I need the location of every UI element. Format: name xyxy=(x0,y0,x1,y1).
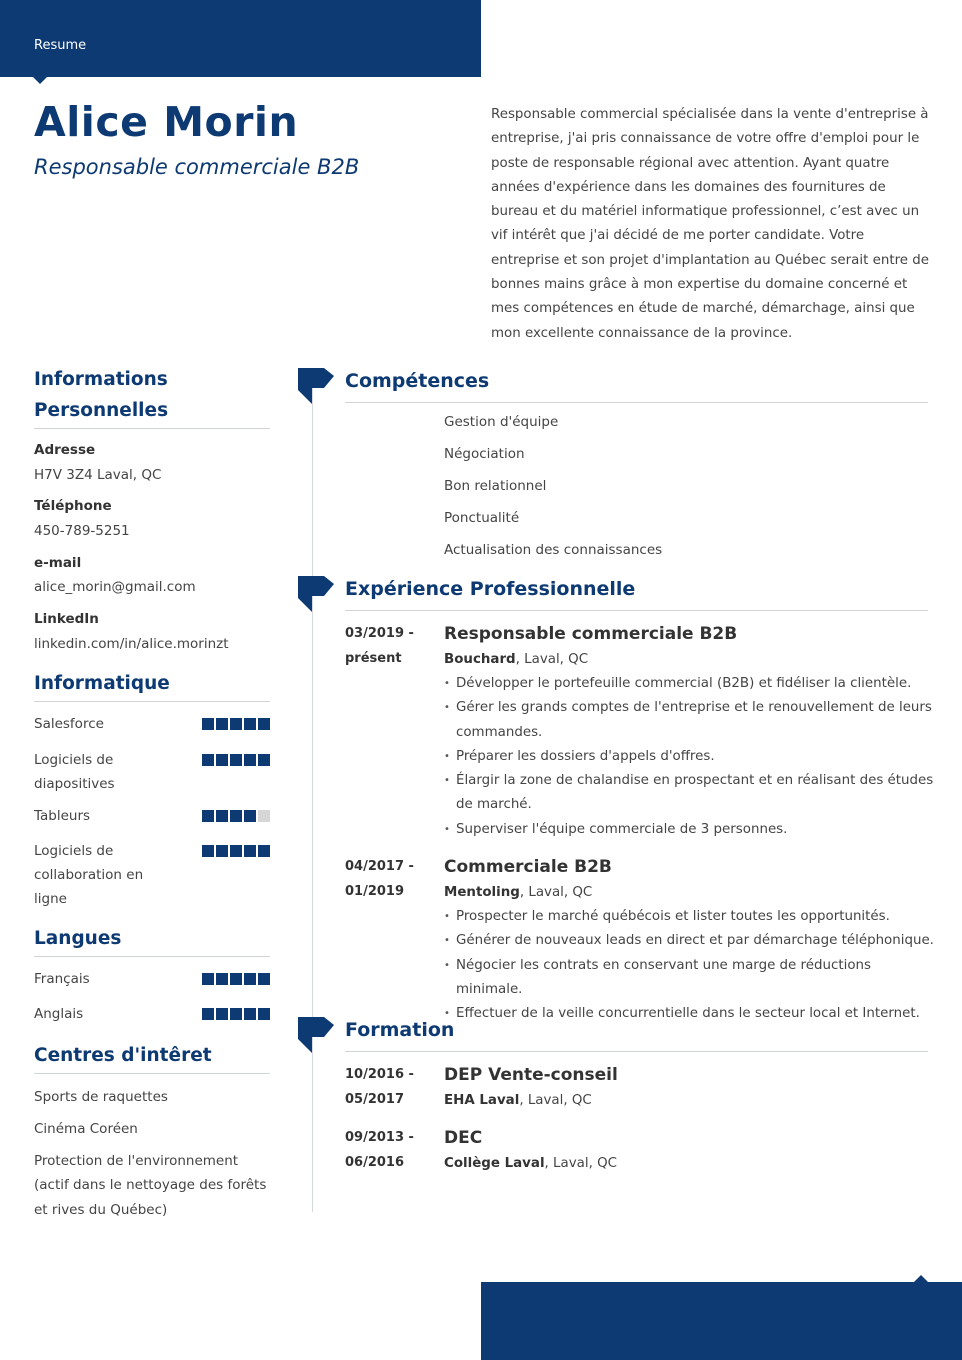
rating-dots xyxy=(202,810,270,822)
rating-dots xyxy=(202,718,270,730)
rating-dot-filled xyxy=(216,810,228,822)
email-label: e-mail xyxy=(34,555,82,571)
rating-dots xyxy=(202,845,270,857)
school xyxy=(444,1089,934,1113)
language-item xyxy=(34,1002,270,1026)
it-item xyxy=(34,712,270,736)
personal-info-title-line1: Informations xyxy=(34,369,168,390)
candidate-title: Responsable commerciale B2B xyxy=(34,155,360,179)
rating-dot-filled xyxy=(202,845,214,857)
rating-dot-filled xyxy=(202,810,214,822)
experience-section xyxy=(345,576,928,611)
job-date-end: 01/2019 xyxy=(345,883,405,899)
rating-dot-filled xyxy=(244,754,256,766)
rating-dot-filled xyxy=(230,973,242,985)
job-entry xyxy=(444,623,934,842)
rating-dot-filled xyxy=(216,754,228,766)
job-date xyxy=(345,855,435,904)
language-name: Anglais xyxy=(34,1006,84,1022)
skill-item: Négociation xyxy=(444,446,525,462)
band-notch xyxy=(33,77,47,84)
languages-section xyxy=(34,923,270,957)
skill-item: Ponctualité xyxy=(444,510,520,526)
job-bullet: • Développer le portefeuille commercial (B2B) et fidéliser la clientèle. xyxy=(444,672,934,696)
linkedin-label: LinkedIn xyxy=(34,611,99,627)
it-item-name: Logiciels de xyxy=(34,843,114,859)
education-date xyxy=(345,1063,435,1112)
rating-dot-filled xyxy=(244,973,256,985)
job-bullet: • Prospecter le marché québécois et lister toutes les opportunités. xyxy=(444,905,934,929)
job-bullet: • Élargir la zone de chalandise en prospectant et en réalisant des études de marché. xyxy=(444,769,934,818)
interest-item: Protection de l'environnement (actif dans le nettoyage des forêts et rives du Québec) xyxy=(34,1153,267,1218)
rating-dot-filled xyxy=(216,1008,228,1020)
section-divider xyxy=(34,701,270,702)
skill-item: Actualisation des connaissances xyxy=(444,542,663,558)
phone-label: Téléphone xyxy=(34,498,112,514)
rating-dot-filled xyxy=(244,810,256,822)
job-date xyxy=(345,622,435,671)
personal-info-title xyxy=(34,364,270,426)
rating-dot-filled xyxy=(258,754,270,766)
it-item xyxy=(34,804,270,828)
job-bullet: • Superviser l'équipe commerciale de 3 personnes. xyxy=(444,818,934,842)
job-bullet: • Préparer les dossiers d'appels d'offres. xyxy=(444,745,934,769)
rating-dots xyxy=(202,1008,270,1020)
rating-dots xyxy=(202,973,270,985)
school-name: Collège Laval xyxy=(444,1156,545,1171)
experience-title: Expérience Professionnelle xyxy=(345,578,636,600)
skill-item: Gestion d'équipe xyxy=(444,414,559,430)
job-title: Responsable commerciale B2B xyxy=(444,624,738,644)
education-date-end: 05/2017 xyxy=(345,1091,405,1107)
rating-dots xyxy=(202,754,270,766)
header-band xyxy=(0,0,481,77)
personal-info-title-line2: Personnelles xyxy=(34,400,169,421)
education-section xyxy=(345,1017,928,1052)
job-bullets xyxy=(444,905,934,1026)
section-divider xyxy=(34,428,270,429)
rating-dot-filled xyxy=(244,845,256,857)
school-name: EHA Laval xyxy=(444,1093,520,1108)
rating-dot-filled xyxy=(202,718,214,730)
rating-dot-filled xyxy=(258,973,270,985)
interests-title: Centres d'intêret xyxy=(34,1045,212,1066)
rating-dot-filled xyxy=(202,973,214,985)
rating-dot-empty xyxy=(258,810,270,822)
rating-dot-filled xyxy=(202,754,214,766)
language-name: Français xyxy=(34,971,90,987)
address-label: Adresse xyxy=(34,442,96,458)
language-item xyxy=(34,967,270,991)
it-item xyxy=(34,839,270,911)
rating-dot-filled xyxy=(230,845,242,857)
it-item-name-line2: collaboration en xyxy=(34,867,144,883)
rating-dot-filled xyxy=(244,718,256,730)
rating-dot-filled xyxy=(230,718,242,730)
job-date-end: présent xyxy=(345,650,402,666)
rating-dot-filled xyxy=(258,1008,270,1020)
education-date-start: 10/2016 - xyxy=(345,1067,414,1082)
it-item-name: Tableurs xyxy=(34,808,91,824)
it-item-name-line2: diapositives xyxy=(34,776,115,792)
job-bullet: • Générer de nouveaux leads en direct et par démarchage téléphonique. xyxy=(444,929,934,953)
interest-item: Sports de raquettes xyxy=(34,1089,168,1105)
rating-dot-filled xyxy=(230,1008,242,1020)
school-location: , Laval, QC xyxy=(544,1156,617,1171)
skill-item: Bon relationnel xyxy=(444,478,547,494)
rating-dot-filled xyxy=(202,1008,214,1020)
it-title: Informatique xyxy=(34,673,170,694)
company-location: , Laval, QC xyxy=(519,885,593,900)
education-date-end: 06/2016 xyxy=(345,1154,405,1170)
phone-value: 450-789-5251 xyxy=(34,523,130,539)
job-entry xyxy=(444,856,934,1026)
rating-dot-filled xyxy=(216,973,228,985)
education-entry xyxy=(444,1064,934,1113)
rating-dot-filled xyxy=(230,810,242,822)
rating-dot-filled xyxy=(244,1008,256,1020)
job-date-start: 04/2017 - xyxy=(345,859,414,874)
section-divider xyxy=(34,1073,270,1074)
band-label: Resume xyxy=(34,38,87,53)
company-name: Mentoling xyxy=(444,885,520,900)
company-location: , Laval, QC xyxy=(515,652,589,667)
languages-title: Langues xyxy=(34,928,122,949)
education-date xyxy=(345,1126,435,1175)
it-item-name: Salesforce xyxy=(34,716,104,732)
education-entry xyxy=(444,1127,934,1176)
education-title: Formation xyxy=(345,1019,455,1041)
section-divider xyxy=(34,956,270,957)
profile-summary: Responsable commercial spécialisée dans la vente d'entreprise à entreprise, j'ai pris connaissance de votre offre d'emploi pour le poste de responsable régional avec attention. Ayant quatre années d'expérience dans les domaines des fournitures de bureau et du matériel informatique professionnel, c’est avec un vif intérêt que j'ai décidé de me porter candidate. Votre entreprise et son projet d'implantation au Québec serait entre de bonnes mains grâce à mon expertise du domaine concerné et mes compétences en étude de marché, démarchage, ainsi que mon excellente connaissance de la province. xyxy=(491,107,930,341)
job-company xyxy=(444,881,934,905)
it-item xyxy=(34,748,270,796)
timeline-line xyxy=(312,370,313,1212)
section-flag-icon xyxy=(298,1017,334,1055)
linkedin-value: linkedin.com/in/alice.morinzt xyxy=(34,636,229,652)
job-bullet: • Gérer les grands comptes de l'entreprise et le renouvellement de leurs commandes. xyxy=(444,696,934,745)
personal-info-section xyxy=(34,364,270,429)
rating-dot-filled xyxy=(216,845,228,857)
degree-title: DEC xyxy=(444,1128,483,1148)
rating-dot-filled xyxy=(258,845,270,857)
job-title: Commerciale B2B xyxy=(444,857,612,877)
section-divider xyxy=(345,610,928,611)
job-company xyxy=(444,648,934,672)
section-divider xyxy=(345,1051,928,1052)
it-item-name-line3: ligne xyxy=(34,891,67,907)
rating-dot-filled xyxy=(230,754,242,766)
skills-title: Compétences xyxy=(345,370,490,392)
address-value: H7V 3Z4 Laval, QC xyxy=(34,467,162,483)
job-bullets xyxy=(444,672,934,842)
rating-dot-filled xyxy=(258,718,270,730)
school xyxy=(444,1152,934,1176)
footer-band xyxy=(481,1282,962,1360)
section-flag-icon xyxy=(298,368,334,406)
candidate-name: Alice Morin xyxy=(34,98,299,146)
job-date-start: 03/2019 - xyxy=(345,626,414,641)
email-value: alice_morin@gmail.com xyxy=(34,579,196,595)
interest-item: Cinéma Coréen xyxy=(34,1121,138,1137)
education-date-start: 09/2013 - xyxy=(345,1130,414,1145)
degree-title: DEP Vente-conseil xyxy=(444,1065,618,1085)
it-section xyxy=(34,668,270,702)
interests-section xyxy=(34,1040,270,1074)
section-flag-icon xyxy=(298,576,334,614)
skills-section xyxy=(345,368,928,403)
footer-notch xyxy=(914,1275,928,1282)
rating-dot-filled xyxy=(216,718,228,730)
job-bullet: • Négocier les contrats en conservant une marge de réductions minimale. xyxy=(444,954,934,1003)
it-item-name: Logiciels de xyxy=(34,752,114,768)
job-bullet: • Effectuer de la veille concurrentielle dans le secteur local et Internet. xyxy=(444,1002,934,1026)
company-name: Bouchard xyxy=(444,652,516,667)
school-location: , Laval, QC xyxy=(519,1093,592,1108)
section-divider xyxy=(345,402,928,403)
